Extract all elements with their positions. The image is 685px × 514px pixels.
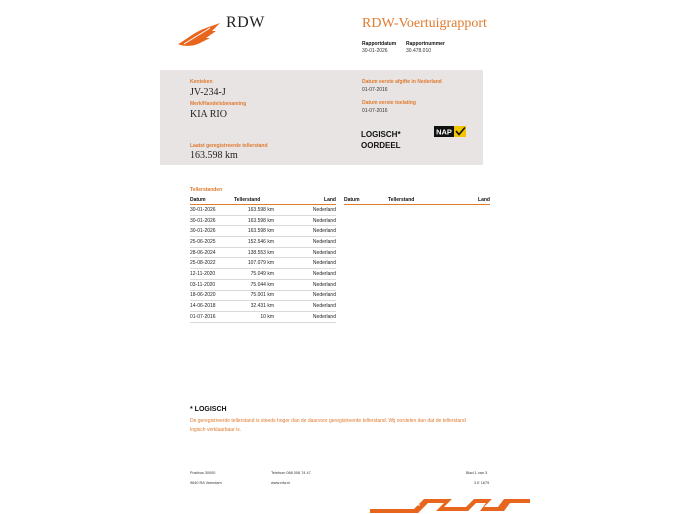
col-header-date: Datum: [190, 195, 234, 205]
table-row: [190, 279, 336, 290]
table-row: [190, 247, 336, 258]
table-row: [190, 290, 336, 301]
cell-country: Nederland: [274, 226, 336, 237]
cell-country: Nederland: [274, 301, 336, 312]
plate-label: Kenteken: [190, 79, 213, 85]
footer-code: 3 E 1679: [474, 481, 490, 485]
logo-text: RDW: [226, 14, 265, 31]
footer-city: 9640 RA Veendam: [190, 481, 222, 485]
table-row: [190, 205, 336, 216]
cell-country: Nederland: [274, 258, 336, 269]
rdw-logo-icon: [176, 22, 222, 48]
cell-odometer: 75.044 km: [234, 279, 274, 290]
report-date: 30-01-2026: [362, 48, 388, 54]
cell-country: Nederland: [274, 269, 336, 280]
cell-country: Nederland: [274, 311, 336, 322]
table-row: [190, 215, 336, 226]
cell-date: 30-01-2026: [190, 215, 234, 226]
table-header-row: [344, 195, 490, 205]
cell-country: Nederland: [274, 205, 336, 216]
first-admission-date: 01-07-2016: [362, 108, 388, 114]
cell-odometer: 32.431 km: [234, 301, 274, 312]
cell-odometer: 152.546 km: [234, 237, 274, 248]
cell-odometer: 75.049 km: [234, 269, 274, 280]
first-nl-label: Datum eerste afgifte in Nederland: [362, 79, 442, 85]
odometer-table-body: [190, 205, 336, 323]
cell-date: 28-06-2024: [190, 247, 234, 258]
first-admission-label: Datum eerste toelating: [362, 100, 416, 106]
verdict-line-1: LOGISCH*: [361, 130, 401, 139]
cell-odometer: 163.598 km: [234, 226, 274, 237]
footer-page: Blad 1 van 3: [466, 471, 488, 475]
cell-odometer: 163.598 km: [234, 215, 274, 226]
cell-date: 25-08-2022: [190, 258, 234, 269]
col-header-country: Land: [274, 195, 336, 205]
last-odometer-value: 163.598 km: [190, 150, 238, 161]
cell-country: Nederland: [274, 247, 336, 258]
cell-odometer: 138.553 km: [234, 247, 274, 258]
odometer-table-continued: [344, 195, 490, 205]
nap-check-icon: [434, 126, 466, 137]
cell-date: 03-11-2020: [190, 279, 234, 290]
cell-odometer: 163.598 km: [234, 205, 274, 216]
col-header-country: Land: [428, 195, 490, 205]
report-number: 30.478.010: [406, 48, 432, 54]
table-row: [190, 258, 336, 269]
table-row: [190, 311, 336, 322]
brand-label: Merk/Handelsbenaming: [190, 101, 247, 107]
table-header-row: [190, 195, 336, 205]
cell-date: 25-06-2025: [190, 237, 234, 248]
cell-date: 18-06-2020: [190, 290, 234, 301]
cell-date: 01-07-2016: [190, 311, 234, 322]
footnote-title: * LOGISCH: [190, 406, 227, 413]
cell-date: 14-06-2018: [190, 301, 234, 312]
report-title: RDW-Voertuigrapport: [362, 16, 487, 31]
cell-date: 30-01-2026: [190, 205, 234, 216]
license-plate: JV-234-J: [190, 87, 226, 98]
odometer-table: [190, 195, 336, 323]
col-header-date: Datum: [344, 195, 388, 205]
col-header-km: Tellerstand: [234, 195, 274, 205]
vehicle-brand: KIA RIO: [190, 109, 227, 120]
footer-postbus: Postbus 30000: [190, 471, 216, 475]
nap-text: NAP: [436, 127, 452, 137]
brand-stripes-icon: [370, 495, 530, 514]
cell-country: Nederland: [274, 279, 336, 290]
odometer-section-title: Tellerstanden: [190, 187, 223, 193]
table-row: [190, 226, 336, 237]
cell-country: Nederland: [274, 215, 336, 226]
table-row: [190, 237, 336, 248]
cell-odometer: 75.001 km: [234, 290, 274, 301]
col-header-km: Tellerstand: [388, 195, 428, 205]
footnote-body: De geregistreerde tellerstand is steeds hoger dan de daarvoor geregistreerde tellerstand. Wij oordelen dan dat de tellerstand logisch verklaarbaar is.: [190, 418, 466, 433]
last-odometer-label: Laatst geregistreerde tellerstand: [190, 143, 268, 149]
table-row: [190, 301, 336, 312]
verdict-line-2: OORDEEL: [361, 141, 401, 150]
odometer-verdict: [361, 129, 401, 151]
cell-date: 12-11-2020: [190, 269, 234, 280]
cell-date: 30-01-2026: [190, 226, 234, 237]
cell-odometer: 107.079 km: [234, 258, 274, 269]
footer-phone: Telefoon 088 008 74 47: [271, 471, 311, 475]
table-row: [190, 269, 336, 280]
footer-website[interactable]: www.rdw.nl: [271, 481, 290, 485]
cell-odometer: 10 km: [234, 311, 274, 322]
cell-country: Nederland: [274, 290, 336, 301]
report-number-label: Rapportnummer: [406, 41, 445, 47]
report-date-label: Rapportdatum: [362, 41, 397, 47]
first-nl-date: 01-07-2016: [362, 87, 388, 93]
cell-country: Nederland: [274, 237, 336, 248]
